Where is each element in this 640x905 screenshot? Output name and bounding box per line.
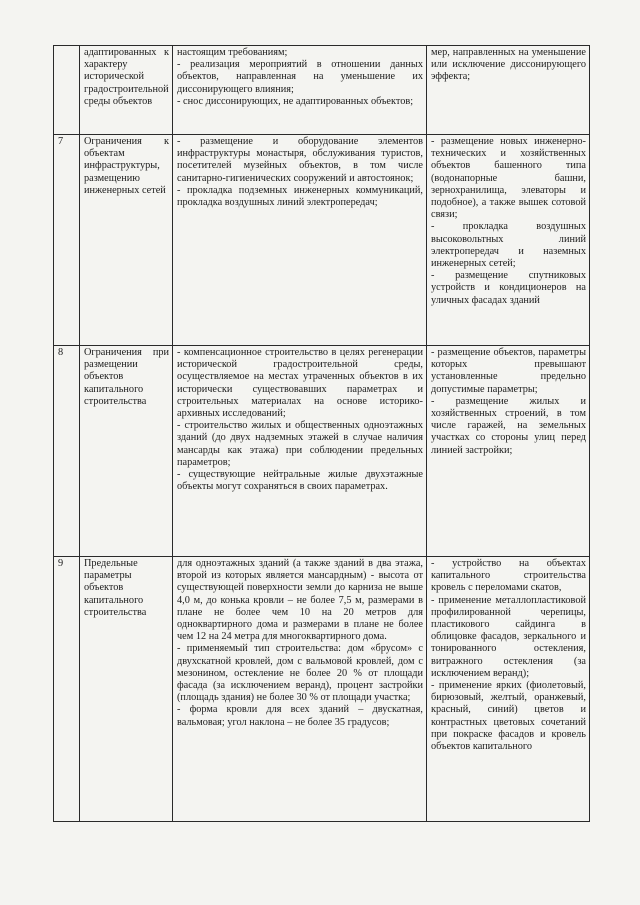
allowed-item: для одноэтажных зданий (а также зданий в два этажа, второй из которых является мансардным) - высота от существующей поверхности земли до карниза не выше 4,0 м, до конька кровли – не более 7,5 м, размерами в плане не более чем 10 на 20 метров для одноквартирного дома и размерами в плане не более чем 12 на 24 метра для многоквартирного дома. (177, 558, 423, 643)
allowed-item: - компенсационное строительство в целях регенерации исторической градостроительной среды, осуществляемое на местах утраченных объектов в их исторически существовавших параметрах и строительных материалах на основе историко-архивных исследований; (177, 347, 423, 420)
allowed-item: - реализация мероприятий в отношении данных объектов, направленная на уменьшение их диссонирующего влияния; (177, 59, 423, 95)
forbidden-cell (427, 557, 590, 822)
allowed-cell (173, 346, 427, 557)
forbidden-item: - прокладка воздушных высоковольтных линий электропередач и наземных инженерных сетей; (431, 221, 586, 270)
forbidden-item: - устройство на объектах капитального строительства кровель с переломами скатов, (431, 558, 586, 594)
allowed-item: - форма кровли для всех зданий – двускатная, вальмовая; угол наклона – не более 35 градусов; (177, 704, 423, 728)
allowed-cell (173, 46, 427, 135)
row-number (54, 46, 80, 135)
forbidden-item: - применение ярких (фиолетовый, бирюзовый, желтый, оранжевый, красный, синий) цветов и контрастных цветовых сочетаний при покраске фасадов и кровель объектов капитального (431, 680, 586, 753)
allowed-item: - размещение и оборудование элементов инфраструктуры монастыря, обслуживания туристов, посетителей музейных объектов, в том числе санитарно-гигиенических сооружений и автостоянок; (177, 136, 423, 184)
row-name: Ограничения при размещении объектов капитального строительства (80, 346, 173, 557)
table-row (54, 557, 590, 822)
allowed-item: - прокладка подземных инженерных коммуникаций, прокладка воздушных линий электропередач; (177, 184, 423, 209)
regulations-table (53, 45, 590, 822)
forbidden-item: - размещение новых инженерно-технических и хозяйственных объектов башенного типа (водонапорные башни, зернохранилища, элеваторы и подобное), а также вышек сотовой связи; (431, 136, 586, 221)
forbidden-item: мер, направленных на уменьшение или исключение диссонирующего эффекта; (431, 47, 586, 83)
allowed-cell (173, 557, 427, 822)
forbidden-item: - размещение жилых и хозяйственных строений, в том числе гаражей, на земельных участках со стороны улиц перед линией застройки; (431, 395, 586, 456)
forbidden-item: - размещение объектов, параметры которых превышают установленные предельно допустимые параметры; (431, 347, 586, 395)
table-row (54, 46, 590, 135)
allowed-item: - снос диссонирующих, не адаптированных объектов; (177, 95, 414, 107)
allowed-item: - строительство жилых и общественных одноэтажных зданий (до двух надземных этажей в случае наличия мансарды как этажа) при соблюдении предельных параметров; (177, 420, 423, 468)
row-number: 9 (54, 557, 80, 822)
allowed-item: - существующие нейтральные жилые двухэтажные объекты могут сохраняться в своих параметрах. (177, 469, 423, 493)
forbidden-item: - применение металлопластиковой профилированной черепицы, пластикового сайдинга в облицовке фасадов, зеркального и тонированного остекления, витражного остекления (за исключением веранд); (431, 594, 586, 679)
forbidden-item: - размещение спутниковых устройств и кондиционеров на уличных фасадах зданий (431, 270, 586, 306)
allowed-item: настоящим требованиям; (177, 47, 288, 58)
row-name: Предельные параметры объектов капитального строительства (80, 557, 173, 822)
row-number: 8 (54, 346, 80, 557)
table-row (54, 346, 590, 557)
allowed-cell (173, 135, 427, 346)
row-name: адаптированных к характеру исторической градостроительной среды объектов (80, 46, 173, 135)
row-name: Ограничения к объектам инфраструктуры, размещению инженерных сетей (80, 135, 173, 346)
row-number: 7 (54, 135, 80, 346)
forbidden-cell (427, 346, 590, 557)
allowed-item: - применяемый тип строительства: дом «брусом» с двухскатной кровлей, дом с вальмовой кровлей, дом с мезонином, остекление не более 20 % от площади фасада (за исключением веранд), процент застройки (площадь здания) не более 30 % от площади участка; (177, 643, 423, 704)
forbidden-cell (427, 46, 590, 135)
table-row (54, 135, 590, 346)
forbidden-cell (427, 135, 590, 346)
